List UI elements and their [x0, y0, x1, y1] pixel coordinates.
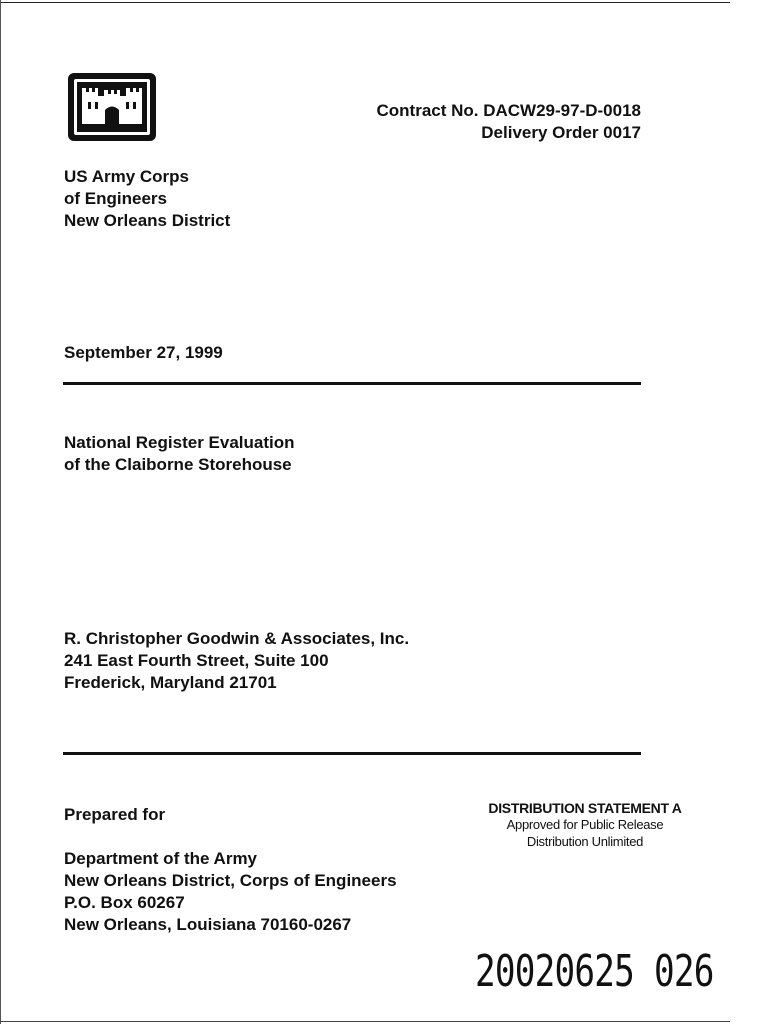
contractor-line: R. Christopher Goodwin & Associates, Inc.	[64, 629, 410, 648]
agency-block	[64, 166, 230, 232]
distribution-approval: Approved for Public Release	[506, 817, 664, 832]
address-line: Department of the Army	[64, 849, 258, 868]
contractor-line: Frederick, Maryland 21701	[64, 673, 277, 692]
title-line: of the Claiborne Storehouse	[64, 455, 292, 474]
agency-line: New Orleans District	[64, 211, 231, 230]
contract-block	[300, 100, 641, 144]
prepared-for-address	[64, 848, 397, 936]
scan-bottom-edge	[0, 1021, 730, 1022]
scan-left-edge	[0, 0, 1, 1024]
address-line: New Orleans District, Corps of Engineers	[64, 871, 397, 890]
distribution-limit: Distribution Unlimited	[526, 834, 644, 849]
distribution-statement	[470, 800, 700, 850]
address-line: New Orleans, Louisiana 70160-0267	[64, 915, 352, 934]
contractor-block	[64, 628, 409, 694]
report-date: September 27, 1999	[64, 343, 223, 362]
address-line: P.O. Box 60267	[64, 893, 185, 912]
contract-number: Contract No. DACW29-97-D-0018	[376, 101, 641, 120]
castle-logo-icon	[67, 72, 157, 142]
divider-top	[63, 382, 641, 385]
agency-line: of Engineers	[64, 189, 167, 208]
title-line: National Register Evaluation	[64, 433, 295, 452]
scan-top-edge	[0, 2, 730, 3]
prepared-for-label: Prepared for	[64, 805, 166, 824]
divider-bottom	[63, 752, 641, 755]
delivery-order: Delivery Order 0017	[481, 123, 641, 142]
distribution-heading: DISTRIBUTION STATEMENT A	[488, 800, 682, 816]
agency-line: US Army Corps	[64, 167, 190, 186]
document-number: 20020625 026	[475, 946, 714, 997]
contractor-line: 241 East Fourth Street, Suite 100	[64, 651, 329, 670]
report-title	[64, 432, 295, 476]
